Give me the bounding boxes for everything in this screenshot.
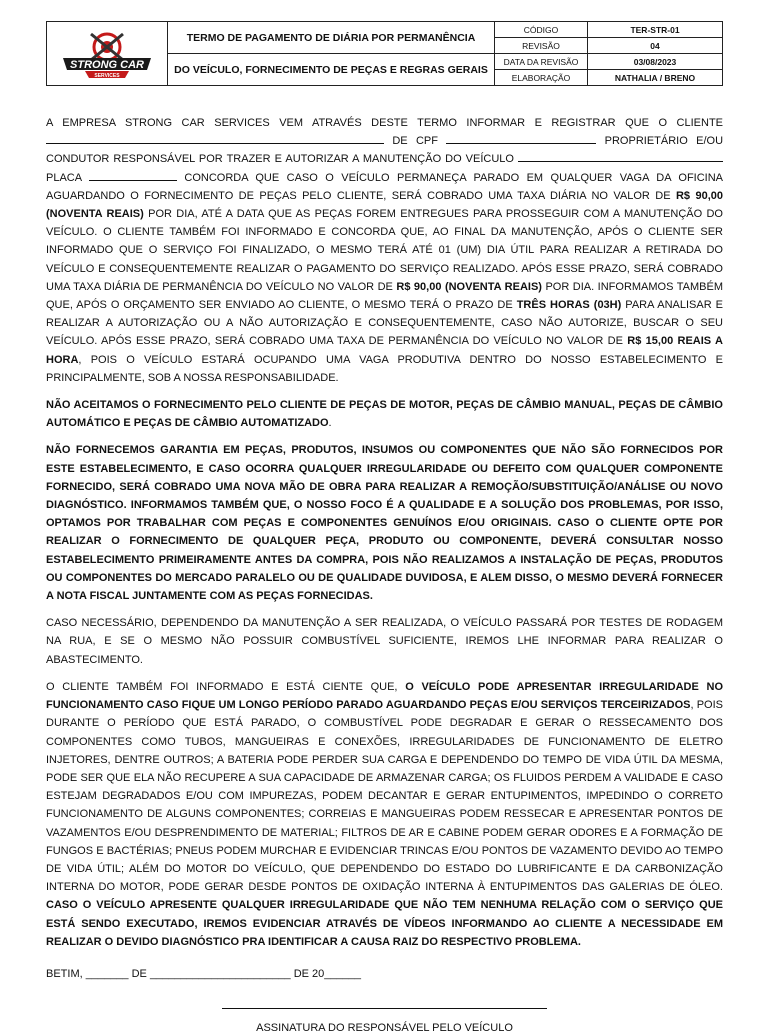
parts-policy-end: . xyxy=(328,417,332,430)
responsibility-text: , POIS O VEÍCULO ESTARÁ OCUPANDO UMA VAGA PRODUTIVA DENTRO DO NOSSO ESTABELECIMENTO E PRINCIPALMENTE, SOB A NOSSA RESPONSABILIDADE. xyxy=(46,353,723,384)
quote-deadline: TRÊS HORAS (03H) xyxy=(516,299,622,312)
field-label-code: CÓDIGO xyxy=(495,22,588,38)
logo-cell xyxy=(47,22,168,86)
field-label-revision-date: DATA DA REVISÃO xyxy=(495,54,588,70)
paragraph-road-test xyxy=(46,614,723,669)
idle-intro-text: O CLIENTE TAMBÉM FOI INFORMADO E ESTÁ CIENTE QUE, xyxy=(46,680,398,693)
paragraph-idle-vehicle xyxy=(46,678,723,951)
logo-subtext: SERVICES xyxy=(94,72,120,79)
warranty-policy-text: NÃO FORNECEMOS GARANTIA EM PEÇAS, PRODUTOS, INSUMOS OU COMPONENTES QUE NÃO SÃO FORNECIDOS POR ESTE ESTABELECIMENTO, E CASO OCORRA QUALQUER IRREGULARIDADE OU DEFEITO COM QUALQUER COMPONENTE FORNECIDO, SERÁ COBRADO UMA NOVA MÃO DE OBRA PARA REALIZAR A REMOÇÃO/SUBSTITUIÇÃO/ANÁLISE OU NOVO DIAGNÓSTICO. INFORMAMOS TAMBÉM QUE, O NOSSO FOCO É A QUALIDADE E A SOLUÇÃO DOS PROBLEMAS, POR ISSO, OPTAMOS POR TRABALHAR COM PEÇAS E COMPONENTES GENUÍNOS E/OU ORIGINAIS. CASO O CLIENTE OPTE POR REALIZAR O FORNECIMENTO DE QUALQUER PEÇA, PRODUTO OU COMPONENTE, DEVERÁ CONSULTAR NOSSO ESTABELECIMENTO PRIMEIRAMENTE ANTES DA COMPRA, POIS NÃO REALIZAMOS A INSTALAÇÃO DE PEÇAS, PRODUTOS OU COMPONENTES DO MERCADO PARALELO OU DE QUALIDADE DUVIDOSA, E ALEM DISSO, O MESMO DEVERÁ FORNECER A NOTA FISCAL JUNTAMENTE COM AS PEÇAS FORNECIDAS. xyxy=(46,444,723,603)
daily-fee-text: CONCORDA QUE CASO O VEÍCULO PERMANEÇA PARADO EM QUALQUER VAGA DA OFICINA AGUARDANDO O FORNECIMENTO DE PEÇAS PELO CLIENTE, SERÁ COBRADO UMA TAXA DIÁRIA NO VALOR DE xyxy=(46,171,724,202)
logo-emblem-icon xyxy=(55,26,159,82)
paragraph-terms xyxy=(46,114,723,387)
paragraph-warranty-policy xyxy=(46,441,723,605)
plate-field[interactable] xyxy=(89,169,177,181)
paragraph-parts-policy xyxy=(46,396,723,432)
parts-policy-text: NÃO ACEITAMOS O FORNECIMENTO PELO CLIENTE DE PEÇAS DE MOTOR, PEÇAS DE CÂMBIO MANUAL, PEÇAS DE CÂMBIO AUTOMÁTICO E PEÇAS DE CÂMBIO AUTOMATIZADO xyxy=(46,399,723,430)
vehicle-field[interactable] xyxy=(518,150,723,162)
pickup-text: POR DIA, ATÉ A DATA QUE AS PEÇAS FOREM ENTREGUES PARA PROSSEGUIR COM A MANUTENÇÃO DO VEÍCULO. O CLIENTE TAMBÉM FOI INFORMADO E CONCORDA QUE, AO FINAL DA MANUTENÇÃO, APÓS O CLIENTE SER INFORMADO QUE O SERVIÇO FOI FINALIZADO, O MESMO TERÁ ATÉ 01 (UM) DIA ÚTIL PARA REALIZAR A RETIRADA DO VEÍCULO E CONSEQUENTEMENTE REALIZAR O PAGAMENTO DO SERVIÇO REALIZADO. APÓS ESSE PRAZO, SERÁ COBRADO UMA TAXA DIÁRIA DE PERMANÊNCIA DO VEÍCULO NO VALOR DE xyxy=(46,208,723,293)
authorization-text: PARA ANALISAR E REALIZAR A AUTORIZAÇÃO OU A NÃO AUTORIZAÇÃO E CONSEQUENTEMENTE, CASO NÃO AUTORIZE, BUSCAR O SEU VEÍCULO. APÓS ESSE PRAZO, SERÁ COBRADO UMA TAXA DE PERMANÊNCIA DO VEÍCULO NO VALOR DE xyxy=(46,299,723,348)
plate-label: PLACA xyxy=(46,171,82,184)
logo-text: STRONG CAR xyxy=(70,58,144,71)
field-value-code: TER-STR-01 xyxy=(588,22,723,38)
date-line[interactable]: BETIM, _______ DE _______________________ DE 20______ xyxy=(46,967,361,980)
document-title-line1: TERMO DE PAGAMENTO DE DIÁRIA POR PERMANÊNCIA xyxy=(168,22,495,54)
company-logo xyxy=(47,23,167,85)
field-label-revision: REVISÃO xyxy=(495,38,588,54)
field-value-author: NATHALIA / BRENO xyxy=(588,70,723,86)
document-title-line2: DO VEÍCULO, FORNECIMENTO DE PEÇAS E REGRAS GERAIS xyxy=(168,54,495,86)
irregularity-notice-text: CASO O VEÍCULO APRESENTE QUALQUER IRREGULARIDADE QUE NÃO TEM NENHUMA RELAÇÃO COM O SERVIÇO QUE ESTÁ SENDO EXECUTADO, IREMOS EVIDENCIAR ATRAVÉS DE VÍDEOS INFORMANDO AO CLIENTE A NECESSIDADE EM REALIZAR O DEVIDO DIAGNÓSTICO PRA IDENTIFICAR A CAUSA RAIZ DO RESPECTIVO PROBLEMA. xyxy=(46,899,723,948)
document xyxy=(46,21,723,1034)
idle-warning-text: O VEÍCULO PODE APRESENTAR IRREGULARIDADE NO FUNCIONAMENTO CASO FIQUE UM LONGO PERÍODO PARADO AGUARDANDO PEÇAS E/OU SERVIÇOS TERCEIRIZADOS xyxy=(46,680,723,712)
road-test-text: CASO NECESSÁRIO, DEPENDENDO DA MANUTENÇÃO A SER REALIZADA, O VEÍCULO PASSARÁ POR TESTES DE RODAGEM NA RUA, E SE O MESMO NÃO POSSUIR COMBUSTÍVEL SUFICIENTE, IREMOS LHE INFORMAR PARA REALIZAR O ABASTECIMENTO. xyxy=(46,617,723,666)
hourly-fee-value: R$ 15,00 REAIS A HORA xyxy=(46,335,723,366)
cpf-field[interactable] xyxy=(446,132,596,144)
idle-details-text: , POIS DURANTE O PERÍODO QUE ESTÁ PARADO, O COMBUSTÍVEL PODE DEGRADAR E GERAR O RESSECAMENTO DOS COMPONENTES COMO TUBOS, MANGUEIRAS E CONEXÕES, IRREGULARIDADES DE FUNCIONAMENTO DE ELETRO INJETORES, DENTRE OUTROS; A BATERIA PODE PERDER SUA CARGA E DEPENDENDO DO TEMPO DE VIDA ÚTIL DA MESMA, PODE SER QUE ELA NÃO RECUPERE A SUA CAPACIDADE DE ARMAZENAR CARGA; OS FLUIDOS PERDEM A VALIDADE E CASO ESTEJAM DEGRADADOS E/OU COM IMPUREZAS, PODEM DECANTAR E GERAR ENTUPIMENTOS, IMPEDINDO O CORRETO FUNCIONAMENTO DE ALGUNS COMPONENTES; CORREIAS E MANGUEIRAS PODEM RESSECAR E APRESENTAR PONTOS DE VAZAMENTOS E/OU DESPRENDIMENTO DE MATERIAL; FILTROS DE AR E CABINE PODEM GERAR ODORES E A FORMAÇÃO DE FUNGOS E BACTÉRIAS; PNEUS PODEM MURCHAR E EVIDENCIAR TRINCAS E/OU PONTOS DE VAZAMENTO DEVIDO AO TEMPO DE VIDA ÚTIL; ALÉM DO MOTOR DO VEÍCULO, QUE DEPENDENDO DO ESTADO DO LUBRIFICANTE E DA CARBONIZAÇÃO INTERNA DO MOTOR, PODE GERAR DESDE PONTOS DE OXIDAÇÃO INTERNA À ENTUPIMENTOS DAS GALERIAS DE ÓLEO. xyxy=(46,699,723,894)
signature-label: ASSINATURA DO RESPONSÁVEL PELO VEÍCULO xyxy=(256,1021,513,1034)
owner-text: PROPRIETÁRIO E/OU CONDUTOR RESPONSÁVEL POR TRAZER E AUTORIZAR A MANUTENÇÃO DO VEÍCULO xyxy=(46,135,724,166)
signature-line[interactable] xyxy=(222,1008,547,1009)
field-value-revision: 04 xyxy=(588,38,723,54)
client-name-field[interactable] xyxy=(46,132,384,144)
quote-text: POR DIA. INFORMAMOS TAMBÉM QUE, APÓS O ORÇAMENTO SER ENVIADO AO CLIENTE, O MESMO TERÁ O PRAZO DE xyxy=(46,280,723,312)
document-header xyxy=(46,21,723,86)
daily-fee-value: R$ 90,00 (NOVENTA REAIS) xyxy=(46,189,723,221)
cpf-label: DE CPF xyxy=(392,135,438,148)
field-label-author: ELABORAÇÃO xyxy=(495,70,588,86)
intro-text: A EMPRESA STRONG CAR SERVICES VEM ATRAVÉS DESTE TERMO INFORMAR E REGISTRAR QUE O CLIENTE xyxy=(46,117,723,129)
field-value-revision-date: 03/08/2023 xyxy=(588,54,723,70)
permanence-fee-value: R$ 90,00 (NOVENTA REAIS) xyxy=(396,280,542,293)
